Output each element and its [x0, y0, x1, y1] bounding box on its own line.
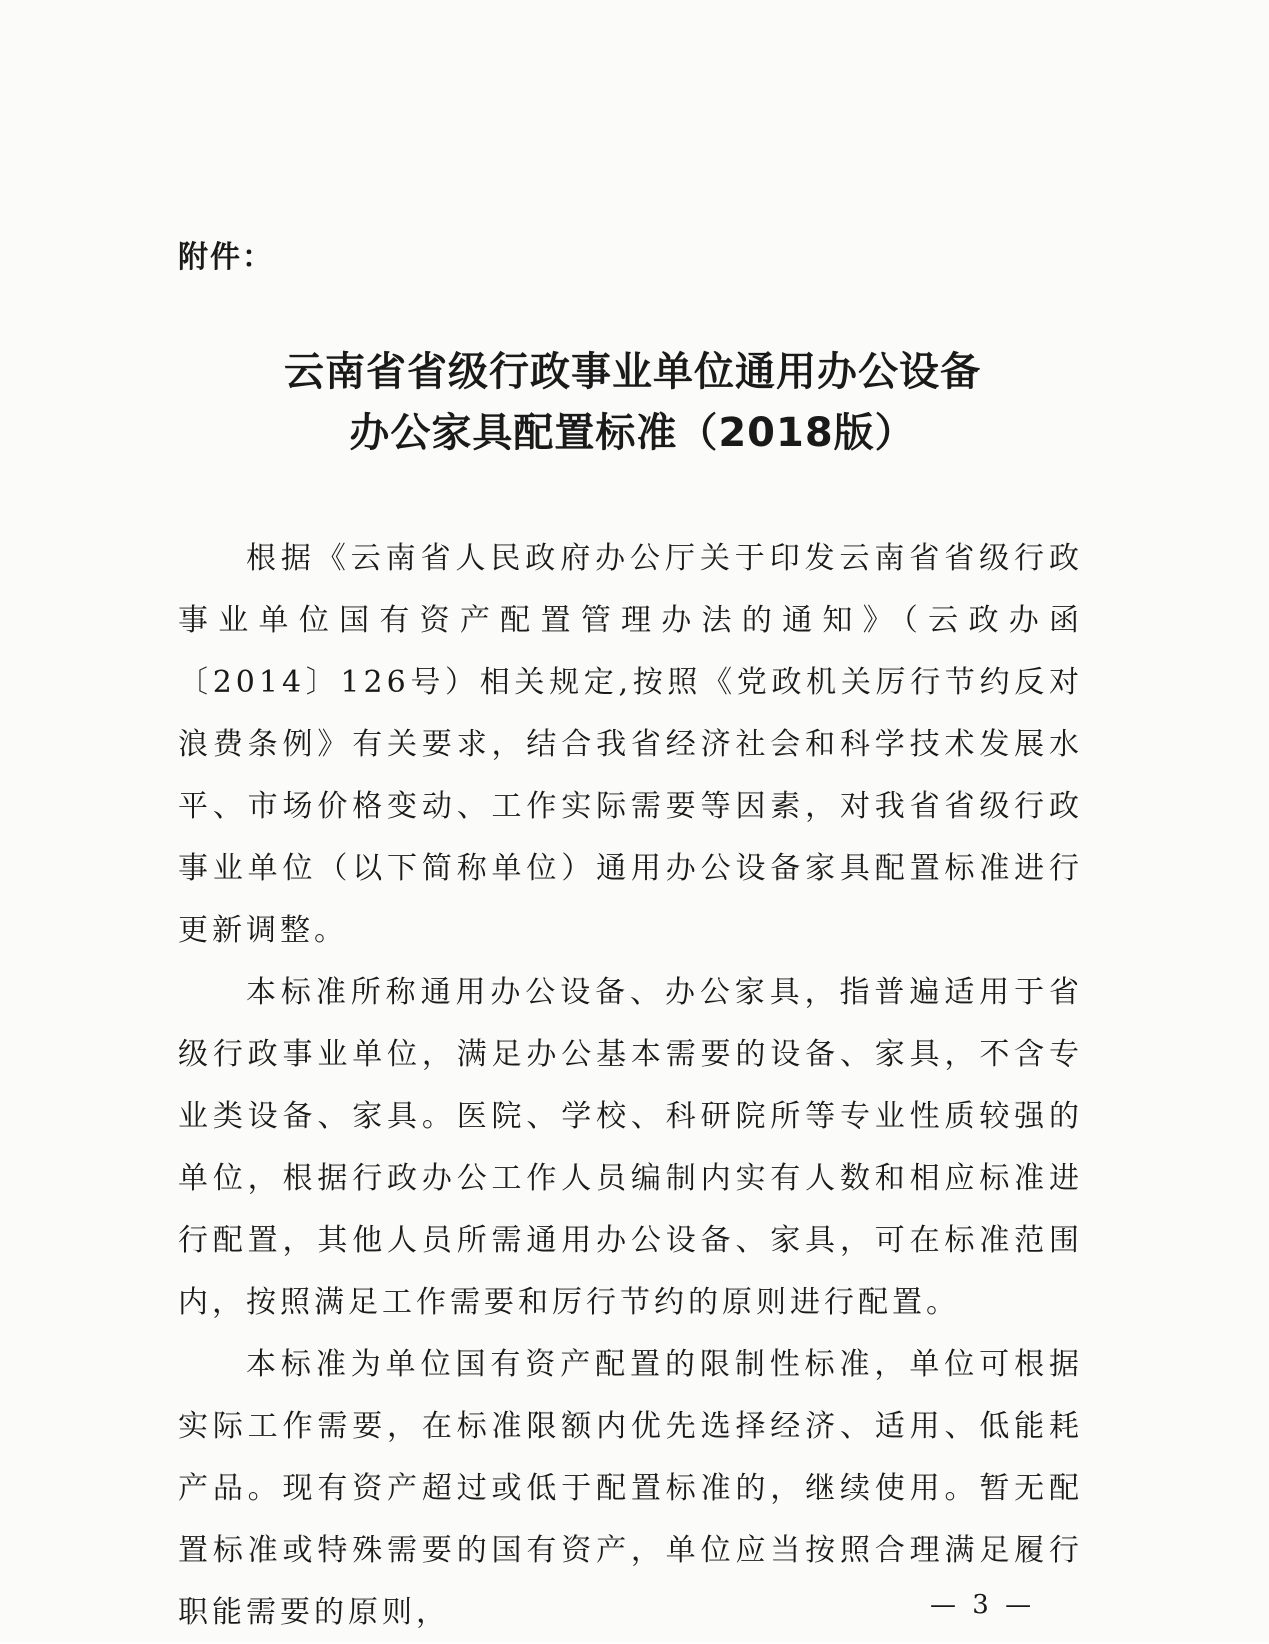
document-title-line-1: 云南省省级行政事业单位通用办公设备 — [284, 349, 981, 395]
page-number: — 3 — — [930, 1590, 1036, 1620]
paragraph-scope: 本标准所称通用办公设备、办公家具，指普遍适用于省级行政事业单位，满足办公基本需要的设备、家具，不含专业类设备、家具。医院、学校、科研院所等专业性质较强的单位，根据行政办公工作人员编制内实有人数和相应标准进行配置，其他人员所需通用办公设备、家具，可在标准范围内，按照满足工作需要和厉行节约的原则进行配置。 — [178, 975, 1083, 1320]
paragraph-basis: 根据《云南省人民政府办公厅关于印发云南省省级行政事业单位国有资产配置管理办法的通知》（云政办函〔2014〕126号）相关规定,按照《党政机关厉行节约反对浪费条例》有关要求，结合我省经济社会和科学技术发展水平、市场价格变动、工作实际需要等因素，对我省省级行政事业单位（以下简称单位）通用办公设备家具配置标准进行更新调整。 — [178, 541, 1083, 948]
paragraph-limits: 本标准为单位国有资产配置的限制性标准，单位可根据实际工作需要，在标准限额内优先选择经济、适用、低能耗产品。现有资产超过或低于配置标准的，继续使用。暂无配置标准或特殊需要的国有资产，单位应当按照合理满足履行职能需要的原则， — [178, 1347, 1083, 1630]
attachment-label: 附件： — [178, 240, 274, 275]
document-body — [178, 528, 1083, 1644]
document-title-line-2: 办公家具配置标准（2018版） — [349, 410, 916, 456]
